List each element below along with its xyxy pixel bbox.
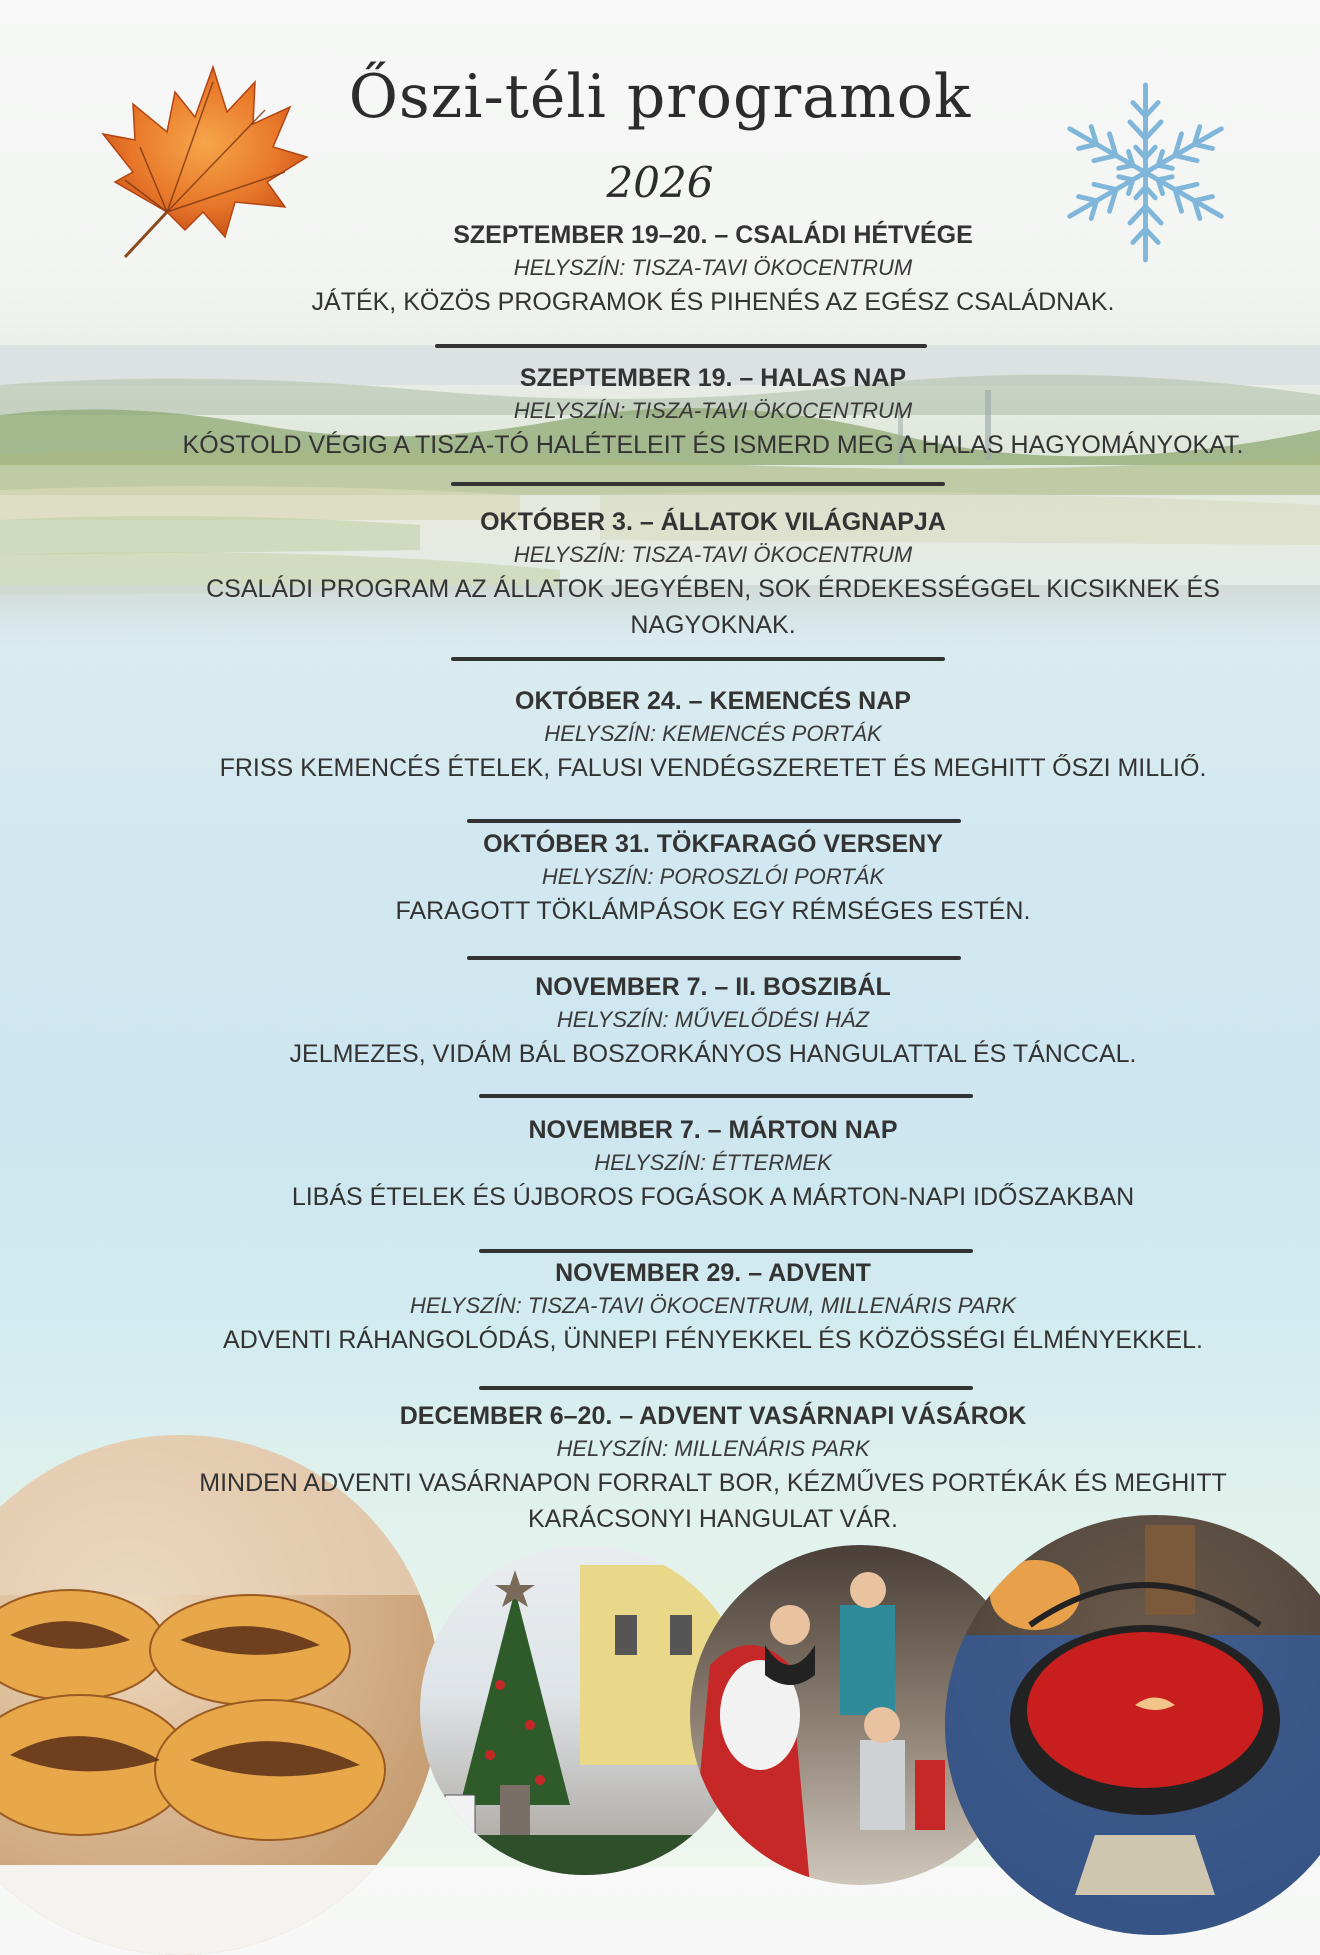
event-place: HELYSZÍN: ÉTTERMEK	[594, 1150, 832, 1175]
event-item	[150, 361, 1276, 463]
event-item	[150, 684, 1276, 786]
event-description: FARAGOTT TÖKLÁMPÁSOK EGY RÉMSÉGES ESTÉN.	[395, 897, 1031, 925]
divider	[479, 1386, 973, 1390]
event-item	[150, 1256, 1276, 1358]
photo-fish-soup	[945, 1515, 1320, 1935]
divider	[479, 1094, 973, 1098]
event-place: HELYSZÍN: TISZA-TAVI ÖKOCENTRUM	[513, 542, 913, 567]
event-title: OKTÓBER 31. TÖKFARAGÓ VERSENY	[483, 830, 943, 858]
event-description: LIBÁS ÉTELEK ÉS ÚJBOROS FOGÁSOK A MÁRTON-NAPI IDŐSZAKBAN	[291, 1183, 1135, 1211]
event-place: HELYSZÍN: TISZA-TAVI ÖKOCENTRUM, MILLENÁRIS PARK	[410, 1293, 1016, 1318]
event-item	[150, 827, 1276, 929]
event-place: HELYSZÍN: POROSZLÓI PORTÁK	[541, 864, 885, 889]
divider	[467, 956, 961, 960]
event-item	[150, 218, 1276, 320]
divider	[467, 819, 961, 823]
event-description: ADVENTI RÁHANGOLÓDÁS, ÜNNEPI FÉNYEKKEL ÉS KÖZÖSSÉGI ÉLMÉNYEKKEL.	[223, 1326, 1203, 1354]
event-place: HELYSZÍN: TISZA-TAVI ÖKOCENTRUM	[513, 255, 913, 280]
event-title: OKTÓBER 3. – ÁLLATOK VILÁGNAPJA	[480, 508, 946, 536]
event-title: NOVEMBER 7. – MÁRTON NAP	[528, 1116, 898, 1144]
event-title: DECEMBER 6–20. – ADVENT VASÁRNAPI VÁSÁROK	[399, 1402, 1027, 1430]
divider	[451, 482, 945, 486]
event-place: HELYSZÍN: KEMENCÉS PORTÁK	[544, 721, 882, 746]
event-item	[150, 1113, 1276, 1215]
event-title: NOVEMBER 29. – ADVENT	[555, 1259, 871, 1287]
event-title: SZEPTEMBER 19–20. – CSALÁDI HÉTVÉGE	[453, 221, 973, 249]
page-title: Őszi-téli programok	[348, 62, 972, 132]
divider	[435, 344, 927, 348]
event-place: HELYSZÍN: MŰVELŐDÉSI HÁZ	[556, 1007, 870, 1032]
event-place: HELYSZÍN: TISZA-TAVI ÖKOCENTRUM	[513, 398, 913, 423]
event-description: JELMEZES, VIDÁM BÁL BOSZORKÁNYOS HANGULATTAL ÉS TÁNCCAL.	[289, 1040, 1137, 1068]
event-description: JÁTÉK, KÖZÖS PROGRAMOK ÉS PIHENÉS AZ EGÉSZ CSALÁDNAK.	[311, 288, 1115, 316]
event-item	[150, 970, 1276, 1072]
event-description: FRISS KEMENCÉS ÉTELEK, FALUSI VENDÉGSZERETET ÉS MEGHITT ŐSZI MILLIŐ.	[219, 754, 1207, 782]
event-title: OKTÓBER 24. – KEMENCÉS NAP	[515, 687, 911, 715]
event-item	[150, 1399, 1276, 1537]
divider	[451, 657, 945, 661]
event-description: CSALÁDI PROGRAM AZ ÁLLATOK JEGYÉBEN, SOK ÉRDEKESSÉGGEL KICSIKNEK ÉS NAGYOKNAK.	[206, 575, 1220, 639]
event-item	[150, 505, 1276, 643]
divider	[479, 1249, 973, 1253]
event-place: HELYSZÍN: MILLENÁRIS PARK	[556, 1436, 870, 1461]
event-description: KÓSTOLD VÉGIG A TISZA-TÓ HALÉTELEIT ÉS ISMERD MEG A HALAS HAGYOMÁNYOKAT.	[182, 431, 1244, 459]
event-description: MINDEN ADVENTI VASÁRNAPON FORRALT BOR, KÉZMŰVES PORTÉKÁK ÉS MEGHITT KARÁCSONYI HANGULAT VÁR.	[199, 1469, 1227, 1533]
event-title: SZEPTEMBER 19. – HALAS NAP	[519, 364, 907, 392]
year-label: 2026	[606, 158, 714, 207]
event-title: NOVEMBER 7. – II. BOSZIBÁL	[535, 973, 891, 1001]
